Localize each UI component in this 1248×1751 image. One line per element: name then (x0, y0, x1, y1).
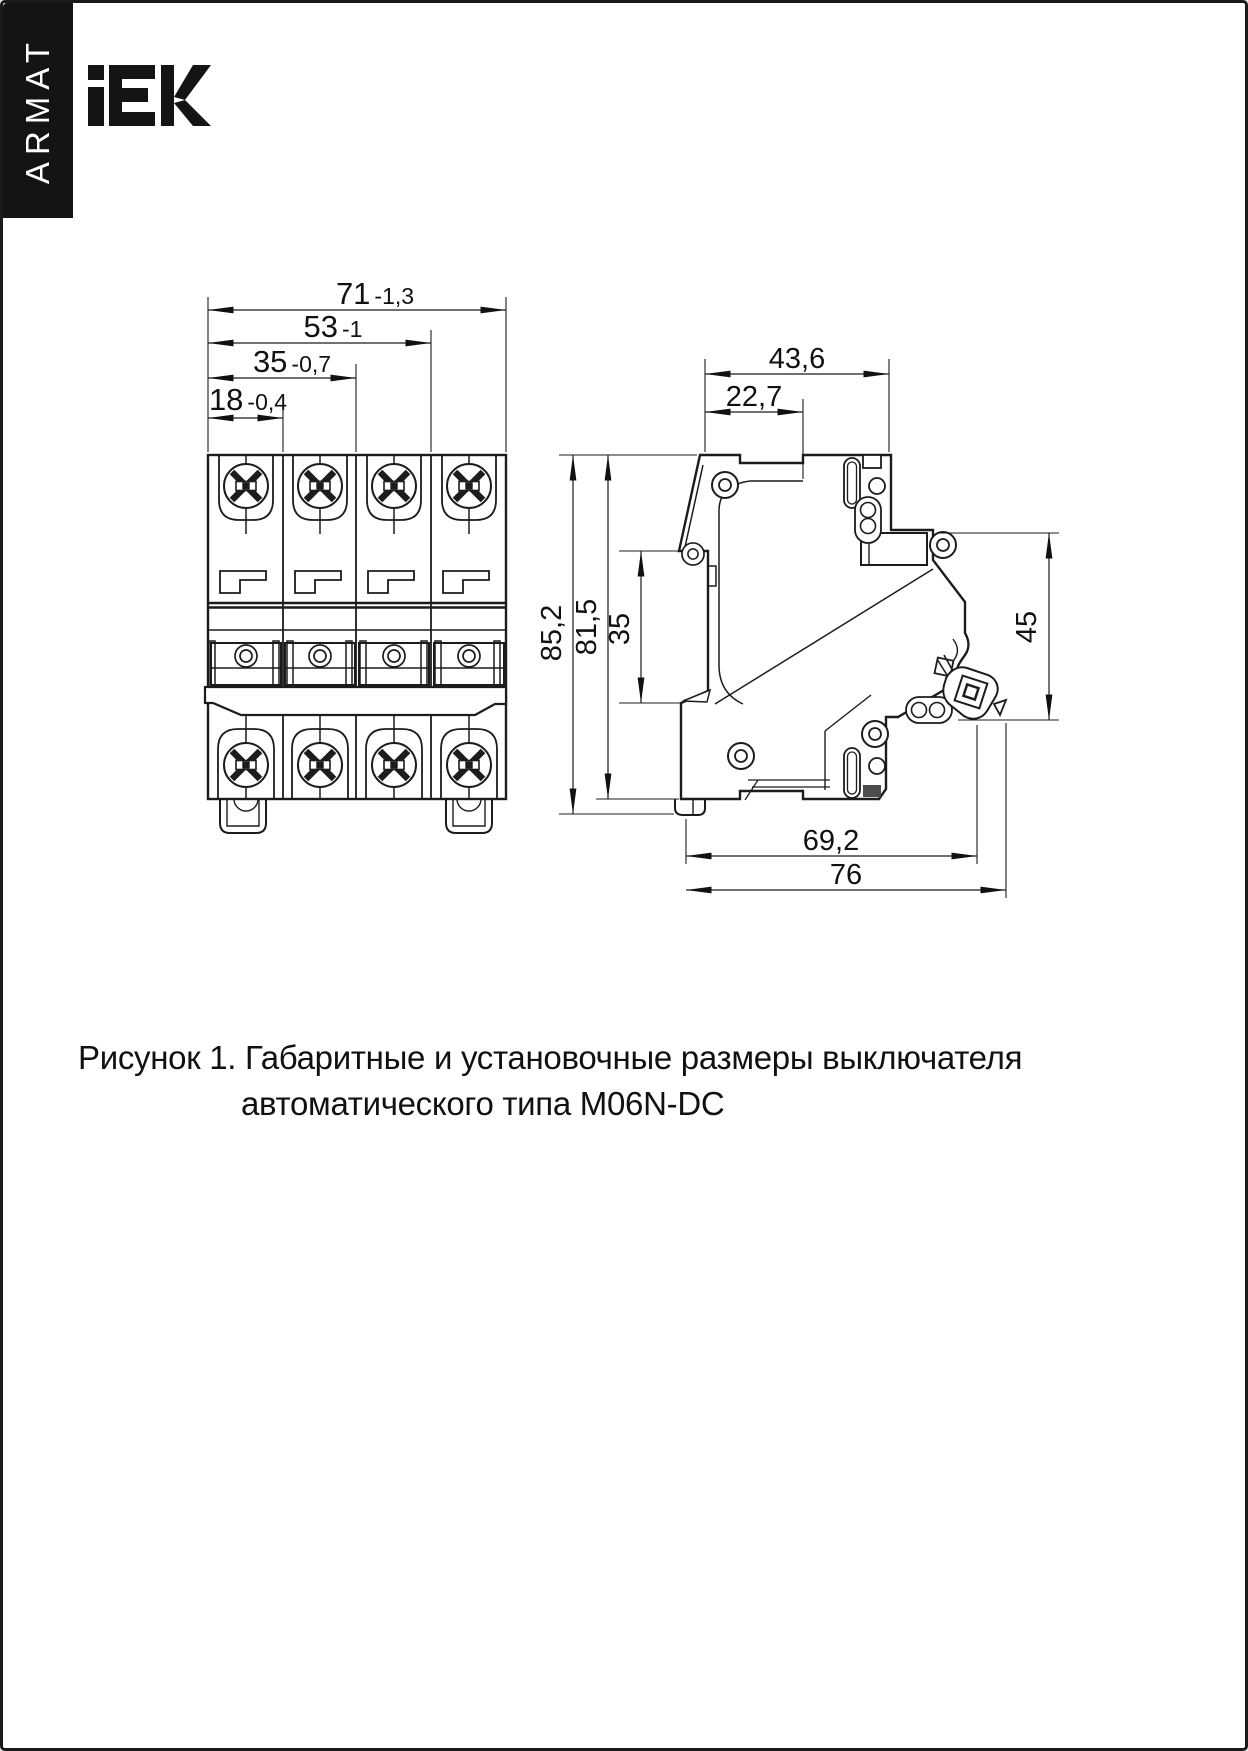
mounting-feet (220, 799, 492, 833)
clip-block (863, 785, 881, 797)
dim-43-6 (705, 343, 889, 375)
screw-icon (224, 743, 268, 787)
caption-line-2: автоматического типа M06N-DC (241, 1085, 725, 1122)
dim-35-side (604, 551, 641, 703)
handle-tie-bar (205, 687, 506, 715)
dim-label: 35 -0,7 (252, 344, 332, 379)
dim-71 (208, 276, 506, 311)
rivet-icon (682, 543, 704, 565)
side-body-outline (679, 455, 968, 799)
rivet-icon (930, 532, 956, 558)
dim-label: 53 -1 (303, 309, 363, 344)
dim-label: 85,2 (536, 604, 568, 662)
dim-label: 22,7 (725, 381, 783, 413)
dim-22-7 (705, 381, 803, 413)
screw-icon (298, 464, 342, 508)
caption-line-1: Рисунок 1. Габаритные и установочные размеры выключателя (78, 1039, 1023, 1076)
screw-icon (298, 743, 342, 787)
hole (869, 758, 885, 774)
dim-label: 45 (1011, 610, 1043, 644)
din-latch (675, 799, 705, 815)
dim-label: 69,2 (802, 825, 860, 857)
dim-85-2 (536, 455, 573, 814)
clip-window (863, 455, 881, 468)
dim-18 (208, 382, 287, 418)
dim-35-front (208, 344, 356, 379)
brand-name: ARMAT (19, 36, 56, 185)
dim-label: 71 -1,3 (335, 276, 415, 311)
dim-45 (1011, 533, 1049, 720)
dim-69-2 (686, 825, 977, 857)
seal-holes-bottom (906, 697, 952, 723)
rivet-icon (728, 743, 754, 769)
dim-label: 43,6 (768, 343, 826, 375)
bottom-terminal-screws (224, 743, 491, 787)
screw-icon (224, 464, 268, 508)
dim-81-5 (571, 455, 608, 799)
hole (869, 478, 885, 494)
screw-icon (372, 464, 416, 508)
dim-label: 76 (829, 859, 863, 891)
dim-label: 35 (604, 612, 636, 646)
technical-drawing (3, 3, 1248, 1751)
front-view (205, 276, 506, 833)
dim-53 (208, 309, 431, 344)
latch-tabs (220, 571, 489, 593)
dim-76 (686, 859, 1006, 891)
rivet-icon (712, 472, 738, 498)
screw-icon (447, 743, 491, 787)
screw-icon (372, 743, 416, 787)
dim-label: 81,5 (571, 598, 603, 656)
dim-label: 18 -0,4 (208, 382, 288, 417)
face-band-lines (208, 603, 506, 608)
screw-icon (447, 464, 491, 508)
side-view (536, 343, 1059, 898)
rivet-icon (862, 721, 888, 747)
seal-holes-top (855, 497, 881, 543)
top-terminal-screws (224, 464, 491, 508)
